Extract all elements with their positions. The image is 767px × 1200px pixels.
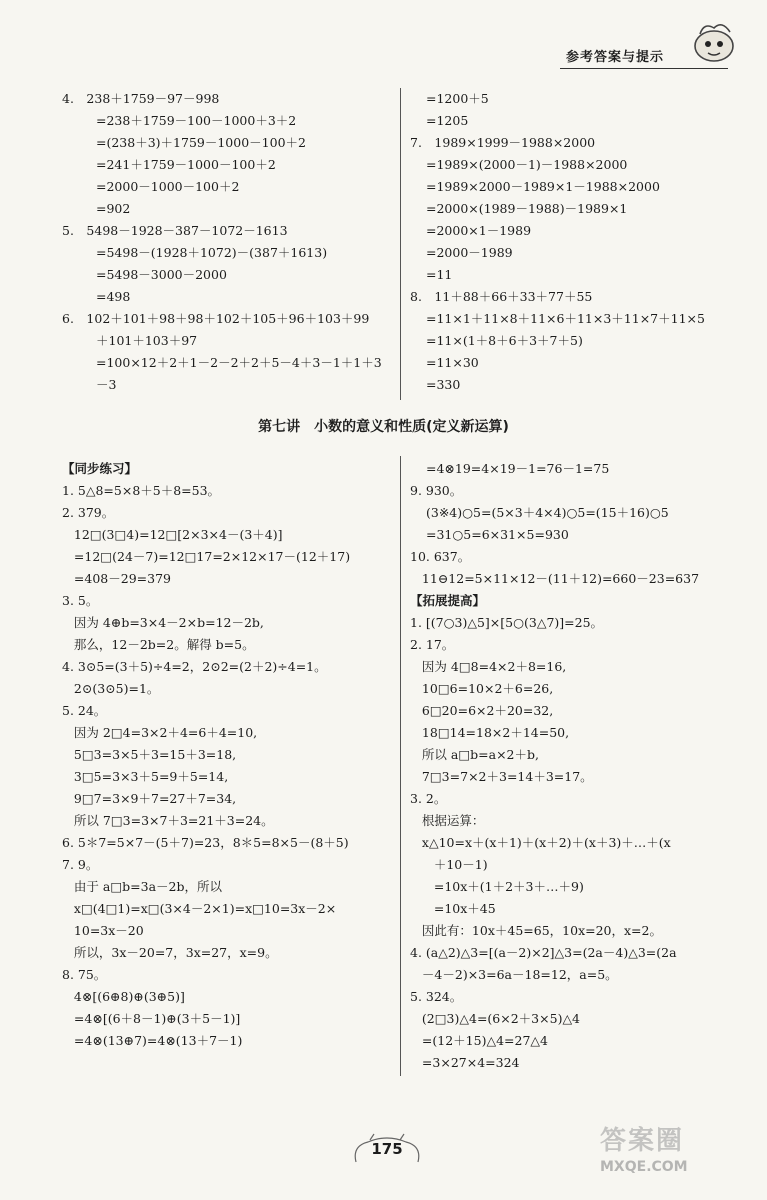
solution-line: 10. 637。 — [410, 549, 471, 564]
solution-line: 10□6=10×2＋6=26, — [410, 681, 554, 696]
solution-line: 4. 3⊙5=(3＋5)÷4=2，2⊙2=(2＋2)÷4=1。 — [62, 659, 327, 674]
solution-line: 1. [(7○3)△5]×[5○(3△7)]=25。 — [410, 615, 604, 630]
top-left-column — [62, 88, 392, 396]
solution-line: =10x＋(1＋2＋3＋…＋9) — [410, 879, 584, 894]
solution-line: (3※4)○5=(5×3＋4×4)○5=(15＋16)○5 — [426, 505, 669, 520]
solution-line: 7. 9。 — [62, 857, 99, 872]
solution-line: 因为 4□8=4×2＋8=16, — [410, 659, 567, 674]
solution-line: =3×27×4=324 — [410, 1055, 520, 1070]
solution-line: ＋10－1) — [410, 857, 488, 872]
header-rule — [560, 68, 728, 69]
solution-line: =330 — [426, 377, 461, 392]
solution-line: =5498－(1928＋1072)－(387＋1613) — [96, 245, 328, 260]
solution-line: 9□7=3×9＋7=27＋7=34, — [62, 791, 237, 806]
solution-line: (2□3)△4=(6×2＋3×5)△4 — [410, 1011, 581, 1026]
page-header — [540, 28, 740, 78]
solution-line: 9. 930。 — [410, 483, 463, 498]
solution-line: 11⊖12=5×11×12－(11＋12)=660－23=637 — [410, 571, 700, 586]
watermark-logo: 答案圈 — [600, 1126, 685, 1156]
solution-line: =4⊗[(6＋8－1)⊕(3＋5－1)] — [62, 1011, 241, 1026]
solution-line: 3. 2。 — [410, 791, 447, 806]
solution-line: 6. 5＊7=5×7－(5＋7)=23，8＊5=8×5－(8＋5) — [62, 835, 349, 850]
solution-line: =2000×1－1989 — [426, 223, 532, 238]
solution-line: 6. 102＋101＋98＋98＋102＋105＋96＋103＋99 — [62, 311, 370, 326]
solution-line: －4－2)×3=6a－18=12，a=5。 — [410, 967, 618, 982]
section-heading: 【拓展提高】 — [410, 593, 486, 608]
solution-line: 4⊗[(6⊕8)⊕(3⊕5)] — [62, 989, 185, 1004]
solution-line: ＋101＋103＋97 — [96, 333, 198, 348]
solution-line: =2000×(1989－1988)－1989×1 — [426, 201, 628, 216]
column-divider — [400, 456, 401, 1076]
solution-line: =(12＋15)△4=27△4 — [410, 1033, 548, 1048]
solution-line: 18□14=18×2＋14=50, — [410, 725, 570, 740]
solution-line: =11×1＋11×8＋11×6＋11×3＋11×7＋11×5 — [426, 311, 705, 326]
solution-line: 因此有：10x＋45=65，10x=20，x=2。 — [410, 923, 662, 938]
watermark-url: MXQE.COM — [600, 1159, 688, 1175]
solution-line: =11 — [426, 267, 453, 282]
solution-line: 5. 24。 — [62, 703, 107, 718]
solution-line: =1200＋5 — [426, 91, 489, 106]
solution-line: =4⊗19=4×19－1=76－1=75 — [426, 461, 610, 476]
solution-line: 7. 1989×1999－1988×2000 — [410, 135, 596, 150]
solution-line: 由于 a□b=3a－2b，所以 — [62, 879, 222, 894]
solution-line: =498 — [96, 289, 131, 304]
solution-line: =902 — [96, 201, 131, 216]
solution-line: 2. 17。 — [410, 637, 455, 652]
solution-line: 2. 379。 — [62, 505, 115, 520]
solution-line: 4. (a△2)△3=[(a－2)×2]△3=(2a－4)△3=(2a — [410, 945, 677, 960]
solution-line: 所以，3x－20=7，3x=27，x=9。 — [62, 945, 278, 960]
solution-line: x□(4□1)=x□(3×4－2×1)=x□10=3x－2× — [62, 901, 337, 916]
section-title: 第七讲 小数的意义和性质(定义新运算) — [258, 419, 509, 435]
page-number: 175 — [371, 1140, 403, 1158]
solution-line: =31○5=6×31×5=930 — [426, 527, 569, 542]
solution-line: =1205 — [426, 113, 469, 128]
solution-line: =2000－1000－100＋2 — [96, 179, 240, 194]
solution-line: =5498－3000－2000 — [96, 267, 227, 282]
solution-line: =10x＋45 — [410, 901, 496, 916]
solution-line: x△10=x＋(x＋1)＋(x＋2)＋(x＋3)＋…＋(x — [410, 835, 671, 850]
solution-line: =11×(1＋8＋6＋3＋7＋5) — [426, 333, 583, 348]
solution-line: =1989×(2000－1)－1988×2000 — [426, 157, 628, 172]
solution-line: =1989×2000－1989×1－1988×2000 — [426, 179, 660, 194]
solution-line: 7□3=7×2＋3=14＋3=17。 — [410, 769, 593, 784]
solution-line: =(238＋3)＋1759－1000－100＋2 — [96, 135, 306, 150]
solution-line: 所以 7□3=3×7＋3=21＋3=24。 — [62, 813, 274, 828]
solution-line: 4. 238＋1759－97－998 — [62, 91, 220, 106]
mascot-icon — [690, 20, 738, 64]
solution-line: 因为 4⊕b=3×4－2×b=12－2b, — [62, 615, 264, 630]
solution-line: =100×12＋2＋1－2－2＋2＋5－4＋3－1＋1＋3 — [96, 355, 382, 370]
solution-line: 5. 324。 — [410, 989, 463, 1004]
solution-line: －3 — [96, 377, 117, 392]
solution-line: =408－29=379 — [62, 571, 171, 586]
solution-line: 根据运算： — [410, 813, 485, 828]
top-right-column — [410, 88, 740, 396]
solution-line: 12□(3□4)=12□[2×3×4－(3＋4)] — [62, 527, 283, 542]
solution-line: 8. 75。 — [62, 967, 107, 982]
solution-line: 1. 5△8=5×8＋5＋8=53。 — [62, 483, 221, 498]
solution-line: 所以 a□b=a×2＋b, — [410, 747, 539, 762]
solution-line: =11×30 — [426, 355, 479, 370]
solution-line: 10=3x－20 — [62, 923, 144, 938]
watermark — [600, 1120, 688, 1175]
column-divider — [400, 88, 401, 400]
solution-line: 3□5=3×3＋5=9＋5=14, — [62, 769, 229, 784]
solution-line: =241＋1759－1000－100＋2 — [96, 157, 276, 172]
solution-line: =12□(24－7)=12□17=2×12×17－(12＋17) — [62, 549, 351, 564]
solution-line: 5. 5498－1928－387－1072－1613 — [62, 223, 288, 238]
solution-line: 那么，12－2b=2。解得 b=5。 — [62, 637, 255, 652]
solution-line: 8. 11＋88＋66＋33＋77＋55 — [410, 289, 593, 304]
bottom-left-column — [62, 458, 392, 1052]
solution-line: =4⊗(13⊕7)=4⊗(13＋7－1) — [62, 1033, 243, 1048]
header-title: 参考答案与提示 — [566, 50, 665, 65]
solution-line: 2⊙(3⊙5)=1。 — [62, 681, 160, 696]
solution-line: 3. 5。 — [62, 593, 99, 608]
bottom-right-column — [410, 458, 740, 1074]
solution-line: 5□3=3×5＋3=15＋3=18, — [62, 747, 237, 762]
section-heading: 【同步练习】 — [62, 461, 138, 476]
solution-line: =2000－1989 — [426, 245, 513, 260]
solution-line: 因为 2□4=3×2＋4=6＋4=10, — [62, 725, 258, 740]
solution-line: =238＋1759－100－1000＋3＋2 — [96, 113, 297, 128]
solution-line: 6□20=6×2＋20=32, — [410, 703, 554, 718]
